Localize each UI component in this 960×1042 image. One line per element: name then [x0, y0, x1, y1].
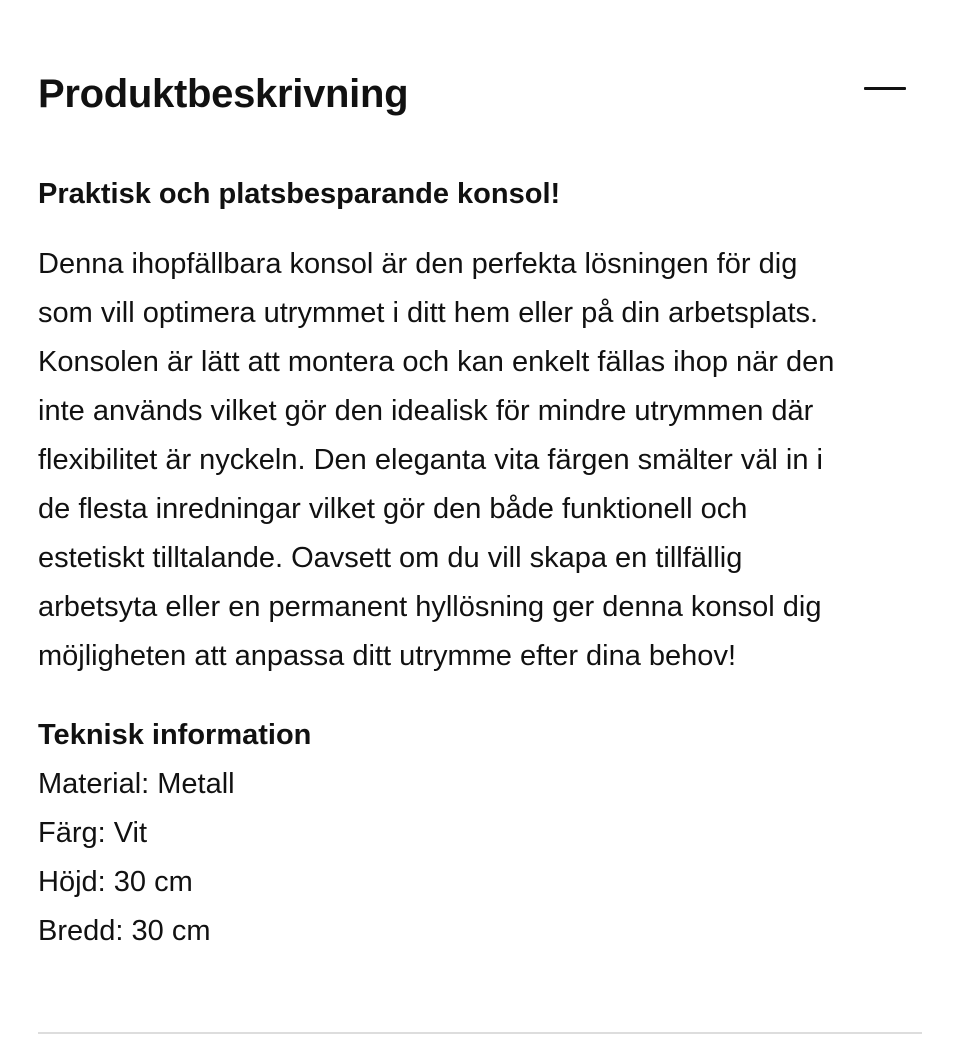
spec-material: Material: Metall: [38, 768, 235, 800]
technical-info-heading: Teknisk information: [38, 719, 312, 751]
spec-list: [38, 760, 922, 956]
description-subheading: Praktisk och platsbesparande konsol!: [38, 178, 561, 210]
spec-color: Färg: Vit: [38, 817, 148, 849]
section-divider: [38, 1032, 922, 1034]
spec-height: Höjd: 30 cm: [38, 866, 193, 898]
section-title: Produktbeskrivning: [38, 72, 409, 116]
spec-width: Bredd: 30 cm: [38, 915, 211, 947]
minus-icon[interactable]: [864, 87, 906, 90]
description-paragraph: Denna ihopfällbara konsol är den perfekta lösningen för dig som vill optimera utrymmet i ditt hem eller på din arbetsplats. Konsolen är lätt att montera och kan enkelt fällas ihop när den inte används vilket gör den idealisk för mindre utrymmen där flexibilitet är nyckeln. Den eleganta vita färgen smälter väl in i de flesta inredningar vilket gör den både funktionell och estetiskt tilltalande. Oavsett om du vill skapa en tillfällig arbetsyta eller en permanent hyllösning ger denna konsol dig möjligheten att anpassa ditt utrymme efter dina behov!: [38, 248, 835, 672]
product-description-section: [38, 0, 922, 1042]
accordion-content: [38, 170, 922, 956]
accordion-header[interactable]: [38, 62, 922, 118]
